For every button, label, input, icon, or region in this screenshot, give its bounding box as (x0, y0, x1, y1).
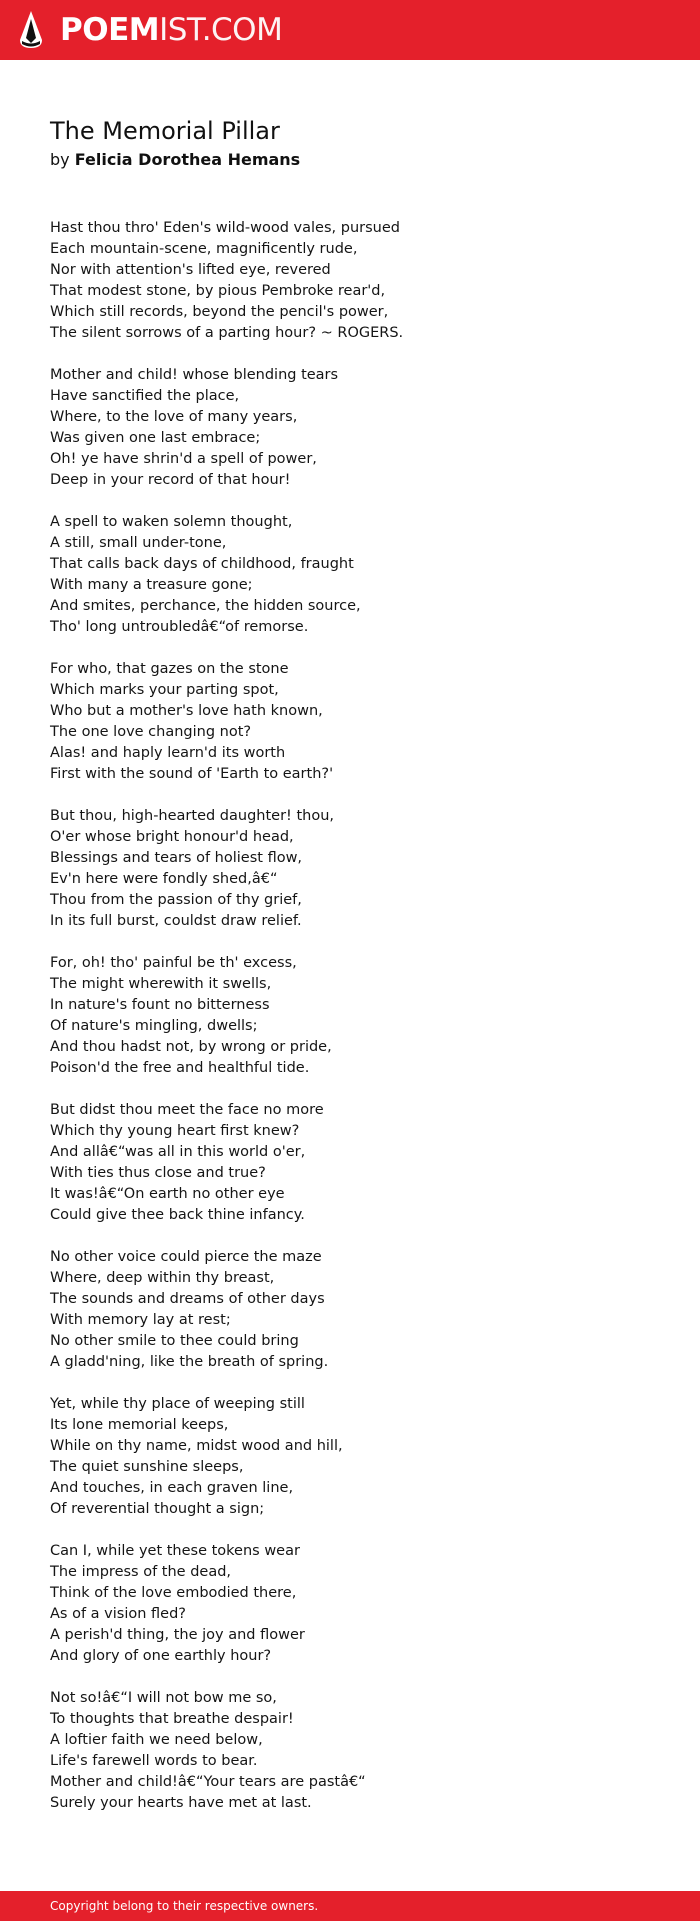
poem-body (50, 218, 650, 1814)
poem-line: That modest stone, by pious Pembroke rear'd, (50, 283, 386, 299)
poem-line: A gladd'ning, like the breath of spring. (50, 1354, 329, 1370)
poem-line: Can I, while yet these tokens wear (50, 1543, 300, 1559)
copyright-notice: Copyright belong to their respective owners. (50, 1899, 319, 1913)
poem-line: The sounds and dreams of other days (50, 1291, 325, 1307)
poem-line: Thou from the passion of thy grief, (50, 892, 302, 908)
poem-line: The silent sorrows of a parting hour? ~ ROGERS. (50, 325, 404, 341)
poem-line: First with the sound of 'Earth to earth?' (50, 766, 334, 782)
poem-stanza (50, 218, 650, 344)
poem-line: Yet, while thy place of weeping still (50, 1396, 305, 1412)
poem-line: O'er whose bright honour'd head, (50, 829, 294, 845)
poem-stanza (50, 659, 650, 785)
poem-line: Was given one last embrace; (50, 430, 261, 446)
poem-line: And thou hadst not, by wrong or pride, (50, 1039, 332, 1055)
poem-line: Mother and child! whose blending tears (50, 367, 339, 383)
poem-stanza (50, 365, 650, 491)
poem-line: A loftier faith we need below, (50, 1732, 263, 1748)
poem-author: Felicia Dorothea Hemans (74, 150, 301, 169)
poem-line: Mother and child!â€“Your tears are pastâ€“ (50, 1774, 366, 1790)
poem-line: No other smile to thee could bring (50, 1333, 299, 1349)
brand-name-bold: POEM (60, 12, 160, 48)
poem-stanza (50, 806, 650, 932)
poem-line: Could give thee back thine infancy. (50, 1207, 305, 1223)
poem-line: Of reverential thought a sign; (50, 1501, 265, 1517)
brand-name (60, 10, 282, 50)
poem-line: While on thy name, midst wood and hill, (50, 1438, 343, 1454)
poem-line: Which still records, beyond the pencil's power, (50, 304, 389, 320)
poem-line: In nature's fount no bitterness (50, 997, 270, 1013)
poem-stanza (50, 1394, 650, 1520)
poem-line: Alas! and haply learn'd its worth (50, 745, 286, 761)
poem-line: Each mountain-scene, magnificently rude, (50, 241, 358, 257)
poem-line: A still, small under-tone, (50, 535, 227, 551)
poem-line: Oh! ye have shrin'd a spell of power, (50, 451, 317, 467)
site-logo[interactable] (18, 10, 282, 50)
poem-line: Ev'n here were fondly shed,â€“ (50, 871, 278, 887)
site-footer (0, 1891, 700, 1921)
poem-line: Surely your hearts have met at last. (50, 1795, 312, 1811)
poem-line: It was!â€“On earth no other eye (50, 1186, 285, 1202)
poem-stanza (50, 1688, 650, 1814)
poem-line: But didst thou meet the face no more (50, 1102, 324, 1118)
poem-line: The might wherewith it swells, (50, 976, 272, 992)
poem-line: Where, deep within thy breast, (50, 1270, 275, 1286)
poem-line: But thou, high-hearted daughter! thou, (50, 808, 335, 824)
poem-stanza (50, 1247, 650, 1373)
poem-line: Nor with attention's lifted eye, revered (50, 262, 331, 278)
poem-line: A spell to waken solemn thought, (50, 514, 293, 530)
poem-line: No other voice could pierce the maze (50, 1249, 322, 1265)
poem-byline (50, 149, 650, 171)
poem-line: Who but a mother's love hath known, (50, 703, 323, 719)
poem-line: Which marks your parting spot, (50, 682, 279, 698)
poem-line: Blessings and tears of holiest flow, (50, 850, 303, 866)
poem-line: The impress of the dead, (50, 1564, 232, 1580)
site-header (0, 0, 700, 60)
poem-line: Poison'd the free and healthful tide. (50, 1060, 310, 1076)
poem-line: The one love changing not? (50, 724, 252, 740)
poem-line: And glory of one earthly hour? (50, 1648, 272, 1664)
poem-line: And allâ€“was all in this world o'er, (50, 1144, 306, 1160)
poem-line: Have sanctified the place, (50, 388, 240, 404)
poem-line: Not so!â€“I will not bow me so, (50, 1690, 277, 1706)
poem-line: Where, to the love of many years, (50, 409, 298, 425)
poem-line: For, oh! tho' painful be th' excess, (50, 955, 297, 971)
poem-line: The quiet sunshine sleeps, (50, 1459, 244, 1475)
poem-line: And smites, perchance, the hidden source, (50, 598, 361, 614)
poem-line: With memory lay at rest; (50, 1312, 231, 1328)
poem-line: Hast thou thro' Eden's wild-wood vales, pursued (50, 220, 400, 236)
poem-stanza (50, 953, 650, 1079)
poem-stanza (50, 1100, 650, 1226)
pen-nib-icon (18, 10, 44, 50)
poem-line: With many a treasure gone; (50, 577, 253, 593)
poem-line: Which thy young heart first knew? (50, 1123, 300, 1139)
poem-line: As of a vision fled? (50, 1606, 186, 1622)
poem-line: That calls back days of childhood, fraught (50, 556, 354, 572)
poem-line: Deep in your record of that hour! (50, 472, 291, 488)
poem-line: Life's farewell words to bear. (50, 1753, 258, 1769)
poem-line: A perish'd thing, the joy and flower (50, 1627, 305, 1643)
poem-line: Tho' long untroubledâ€“of remorse. (50, 619, 309, 635)
poem-content (50, 114, 650, 1835)
poem-line: Of nature's mingling, dwells; (50, 1018, 258, 1034)
poem-line: Its lone memorial keeps, (50, 1417, 229, 1433)
poem-line: In its full burst, couldst draw relief. (50, 913, 302, 929)
poem-stanza (50, 1541, 650, 1667)
poem-stanza (50, 512, 650, 638)
poem-line: To thoughts that breathe despair! (50, 1711, 294, 1727)
brand-name-light: IST.COM (159, 12, 283, 48)
poem-line: Think of the love embodied there, (50, 1585, 297, 1601)
poem-line: With ties thus close and true? (50, 1165, 266, 1181)
poem-line: For who, that gazes on the stone (50, 661, 289, 677)
poem-title: The Memorial Pillar (50, 117, 280, 145)
poem-line: And touches, in each graven line, (50, 1480, 294, 1496)
byline-prefix: by (50, 150, 70, 169)
